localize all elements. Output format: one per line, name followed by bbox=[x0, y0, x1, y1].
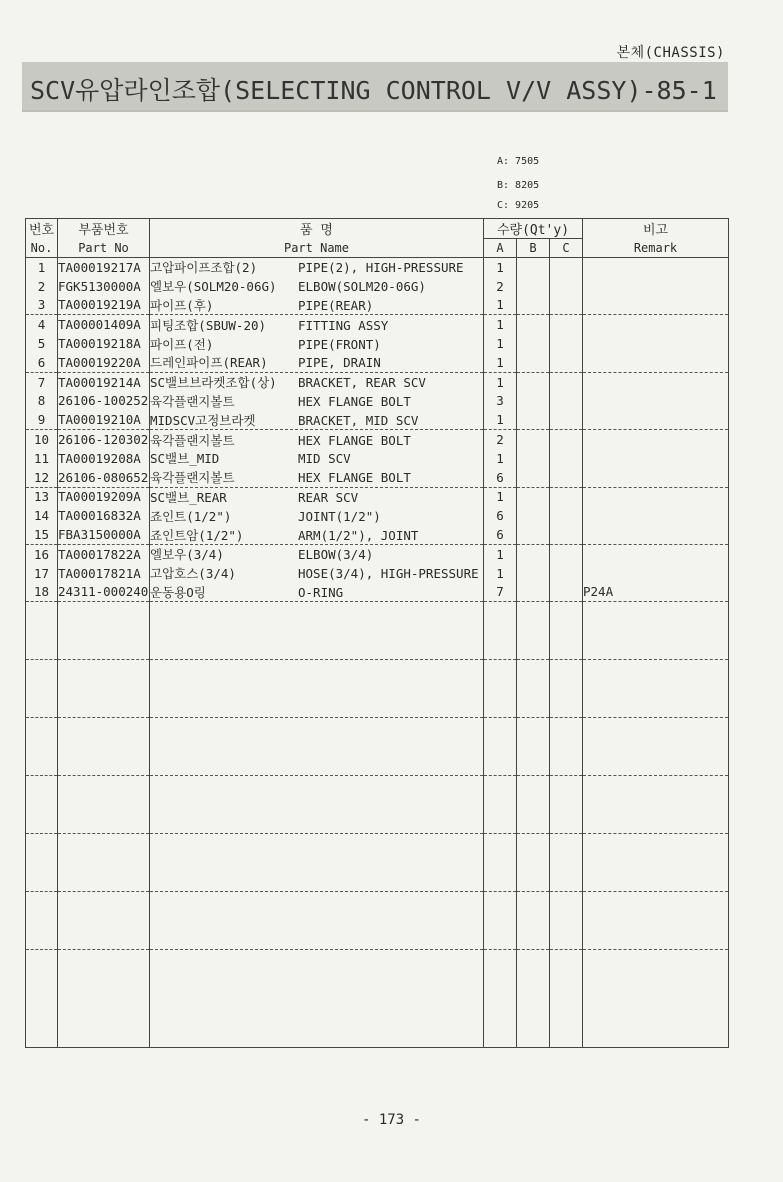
empty-cell bbox=[517, 718, 550, 776]
empty-cell bbox=[58, 776, 150, 834]
row-number: 2 bbox=[26, 277, 58, 296]
qty-b bbox=[517, 410, 550, 429]
empty-cell bbox=[550, 602, 583, 660]
empty-row bbox=[26, 892, 729, 950]
part-name bbox=[150, 334, 484, 353]
header-qty-kr: 수량(Qt'y) bbox=[484, 219, 583, 239]
empty-cell bbox=[550, 950, 583, 1048]
row-number: 3 bbox=[26, 296, 58, 315]
qty-b bbox=[517, 525, 550, 544]
qty-a: 2 bbox=[484, 430, 517, 449]
qty-b bbox=[517, 544, 550, 563]
part-name bbox=[150, 487, 484, 506]
qty-b bbox=[517, 487, 550, 506]
qty-b bbox=[517, 430, 550, 449]
part-name bbox=[150, 410, 484, 429]
qty-a: 3 bbox=[484, 392, 517, 411]
remark bbox=[583, 277, 729, 296]
part-name bbox=[150, 583, 484, 602]
part-number: TA00016832A bbox=[58, 506, 150, 525]
table-row bbox=[26, 353, 729, 372]
header-no-en: No. bbox=[26, 239, 58, 258]
header-name-en: Part Name bbox=[150, 239, 484, 258]
table-row bbox=[26, 525, 729, 544]
part-name-english: REAR SCV bbox=[298, 489, 359, 505]
remark bbox=[583, 468, 729, 487]
part-number: TA00019208A bbox=[58, 449, 150, 468]
part-number: TA00017821A bbox=[58, 564, 150, 583]
part-name-english: ELBOW(SOLM20-06G) bbox=[298, 279, 426, 295]
qty-a: 1 bbox=[484, 544, 517, 563]
qty-a: 7 bbox=[484, 583, 517, 602]
part-name-korean: 죠인트(1/2") bbox=[150, 508, 232, 524]
part-number: TA00017822A bbox=[58, 544, 150, 563]
qty-c bbox=[550, 487, 583, 506]
part-name-english: BRACKET, REAR SCV bbox=[298, 375, 426, 391]
qty-c bbox=[550, 544, 583, 563]
header-no-kr: 번호 bbox=[26, 219, 58, 239]
empty-row bbox=[26, 602, 729, 660]
qty-a: 1 bbox=[484, 315, 517, 334]
table-row bbox=[26, 296, 729, 315]
row-number: 4 bbox=[26, 315, 58, 334]
empty-cell bbox=[550, 892, 583, 950]
part-name-korean: 피팅조합(SBUW-20) bbox=[150, 317, 267, 333]
table-row bbox=[26, 410, 729, 429]
header-part-en: Part No bbox=[58, 239, 150, 258]
table-row bbox=[26, 583, 729, 602]
part-name-korean: 파이프(전) bbox=[150, 336, 214, 352]
empty-cell bbox=[58, 602, 150, 660]
empty-row bbox=[26, 950, 729, 1048]
qty-c bbox=[550, 258, 583, 277]
qty-b bbox=[517, 564, 550, 583]
row-number: 10 bbox=[26, 430, 58, 449]
qty-a: 1 bbox=[484, 487, 517, 506]
qty-c bbox=[550, 334, 583, 353]
empty-cell bbox=[583, 602, 729, 660]
qty-a: 1 bbox=[484, 564, 517, 583]
qty-b bbox=[517, 277, 550, 296]
part-name-english: PIPE(FRONT) bbox=[298, 336, 381, 352]
table-row bbox=[26, 487, 729, 506]
part-name-korean: 육각플랜지볼트 bbox=[150, 470, 235, 486]
part-name-english: HEX FLANGE BOLT bbox=[298, 432, 411, 448]
remark bbox=[583, 410, 729, 429]
row-number: 1 bbox=[26, 258, 58, 277]
empty-cell bbox=[484, 776, 517, 834]
part-number: 24311-000240 bbox=[58, 583, 150, 602]
part-name bbox=[150, 468, 484, 487]
part-name-english: PIPE, DRAIN bbox=[298, 355, 381, 371]
remark bbox=[583, 334, 729, 353]
qty-c bbox=[550, 372, 583, 391]
table-row bbox=[26, 392, 729, 411]
qty-a: 1 bbox=[484, 334, 517, 353]
qty-a: 1 bbox=[484, 353, 517, 372]
qty-c bbox=[550, 525, 583, 544]
row-number: 14 bbox=[26, 506, 58, 525]
row-number: 8 bbox=[26, 392, 58, 411]
qty-c bbox=[550, 583, 583, 602]
part-number: TA00019217A bbox=[58, 258, 150, 277]
qty-b bbox=[517, 296, 550, 315]
model-b-label: B: 8205 bbox=[497, 180, 540, 191]
qty-c bbox=[550, 277, 583, 296]
empty-cell bbox=[583, 834, 729, 892]
qty-b bbox=[517, 315, 550, 334]
empty-cell bbox=[26, 834, 58, 892]
part-name bbox=[150, 449, 484, 468]
remark bbox=[583, 544, 729, 563]
part-name bbox=[150, 525, 484, 544]
parts-table-body bbox=[26, 258, 729, 1048]
row-number: 17 bbox=[26, 564, 58, 583]
row-number: 5 bbox=[26, 334, 58, 353]
empty-cell bbox=[583, 776, 729, 834]
remark bbox=[583, 372, 729, 391]
header-qty-c: C bbox=[550, 239, 583, 258]
part-name bbox=[150, 430, 484, 449]
empty-cell bbox=[58, 892, 150, 950]
part-name-english: BRACKET, MID SCV bbox=[298, 412, 419, 428]
qty-b bbox=[517, 449, 550, 468]
empty-cell bbox=[150, 950, 484, 1048]
empty-cell bbox=[150, 660, 484, 718]
header-remark-en: Remark bbox=[583, 239, 729, 258]
part-name bbox=[150, 544, 484, 563]
qty-b bbox=[517, 583, 550, 602]
empty-cell bbox=[26, 950, 58, 1048]
part-name-korean: 육각플랜지볼트 bbox=[150, 432, 235, 448]
parts-table bbox=[25, 218, 729, 1048]
part-name-english: HEX FLANGE BOLT bbox=[298, 393, 411, 409]
part-name bbox=[150, 372, 484, 391]
part-name bbox=[150, 564, 484, 583]
qty-a: 6 bbox=[484, 468, 517, 487]
empty-cell bbox=[583, 660, 729, 718]
header-qty-a: A bbox=[484, 239, 517, 258]
empty-cell bbox=[550, 718, 583, 776]
empty-cell bbox=[58, 718, 150, 776]
empty-cell bbox=[583, 950, 729, 1048]
qty-b bbox=[517, 506, 550, 525]
model-a-label: A: 7505 bbox=[497, 156, 540, 167]
table-row bbox=[26, 544, 729, 563]
part-name-korean: SC밸브_MID bbox=[150, 451, 220, 467]
qty-b bbox=[517, 258, 550, 277]
row-number: 9 bbox=[26, 410, 58, 429]
part-name-english: O-RING bbox=[298, 584, 344, 600]
table-row bbox=[26, 372, 729, 391]
qty-b bbox=[517, 353, 550, 372]
table-row bbox=[26, 468, 729, 487]
empty-row bbox=[26, 660, 729, 718]
part-name-korean: SC밸브브라켓조합(상) bbox=[150, 375, 277, 391]
part-name bbox=[150, 315, 484, 334]
header-remark-kr: 비고 bbox=[583, 219, 729, 239]
row-number: 7 bbox=[26, 372, 58, 391]
empty-cell bbox=[484, 834, 517, 892]
remark bbox=[583, 315, 729, 334]
empty-row bbox=[26, 776, 729, 834]
qty-a: 2 bbox=[484, 277, 517, 296]
empty-cell bbox=[517, 950, 550, 1048]
part-name-korean: 엘보우(SOLM20-06G) bbox=[150, 279, 277, 295]
qty-c bbox=[550, 430, 583, 449]
part-number: TA00019214A bbox=[58, 372, 150, 391]
table-row bbox=[26, 564, 729, 583]
empty-cell bbox=[26, 776, 58, 834]
part-number: FBA3150000A bbox=[58, 525, 150, 544]
part-name-korean: 운동용O링 bbox=[150, 584, 206, 600]
empty-cell bbox=[484, 718, 517, 776]
remark bbox=[583, 296, 729, 315]
row-number: 15 bbox=[26, 525, 58, 544]
table-row bbox=[26, 506, 729, 525]
qty-b bbox=[517, 392, 550, 411]
remark: P24A bbox=[583, 583, 729, 602]
part-name-korean: 죠인트암(1/2") bbox=[150, 527, 244, 543]
row-number: 13 bbox=[26, 487, 58, 506]
part-name bbox=[150, 506, 484, 525]
empty-cell bbox=[150, 718, 484, 776]
part-name-english: JOINT(1/2") bbox=[298, 508, 381, 524]
qty-a: 1 bbox=[484, 258, 517, 277]
qty-b bbox=[517, 334, 550, 353]
part-number: TA00019209A bbox=[58, 487, 150, 506]
qty-a: 1 bbox=[484, 296, 517, 315]
empty-row bbox=[26, 718, 729, 776]
table-row bbox=[26, 277, 729, 296]
row-number: 18 bbox=[26, 583, 58, 602]
part-name-english: FITTING ASSY bbox=[298, 317, 389, 333]
empty-cell bbox=[583, 892, 729, 950]
qty-c bbox=[550, 296, 583, 315]
remark bbox=[583, 392, 729, 411]
qty-a: 6 bbox=[484, 506, 517, 525]
empty-cell bbox=[550, 834, 583, 892]
empty-cell bbox=[517, 776, 550, 834]
header-row-english bbox=[26, 239, 729, 258]
qty-c bbox=[550, 353, 583, 372]
table-row bbox=[26, 334, 729, 353]
remark bbox=[583, 506, 729, 525]
empty-cell bbox=[550, 660, 583, 718]
qty-b bbox=[517, 468, 550, 487]
empty-cell bbox=[58, 950, 150, 1048]
empty-cell bbox=[550, 776, 583, 834]
header-qty-b: B bbox=[517, 239, 550, 258]
part-number: 26106-120302 bbox=[58, 430, 150, 449]
qty-c bbox=[550, 392, 583, 411]
part-name-korean: 엘보우(3/4) bbox=[150, 547, 224, 563]
model-c-label: C: 9205 bbox=[497, 200, 540, 211]
part-name-english: ARM(1/2"), JOINT bbox=[298, 527, 419, 543]
empty-cell bbox=[517, 602, 550, 660]
row-number: 12 bbox=[26, 468, 58, 487]
empty-cell bbox=[58, 834, 150, 892]
row-number: 6 bbox=[26, 353, 58, 372]
section-label: 본체(CHASSIS) bbox=[616, 45, 725, 61]
part-number: 26106-100252 bbox=[58, 393, 149, 409]
empty-cell bbox=[484, 602, 517, 660]
table-row bbox=[26, 449, 729, 468]
remark bbox=[583, 525, 729, 544]
part-name-english: MID SCV bbox=[298, 451, 351, 467]
part-number: TA00019210A bbox=[58, 410, 150, 429]
empty-cell bbox=[583, 718, 729, 776]
page-number: - 173 - bbox=[361, 1112, 421, 1128]
empty-cell bbox=[26, 892, 58, 950]
qty-c bbox=[550, 449, 583, 468]
part-name-korean: MIDSCV고정브라켓 bbox=[150, 412, 256, 428]
title-bar bbox=[22, 62, 728, 112]
empty-cell bbox=[484, 892, 517, 950]
remark bbox=[583, 353, 729, 372]
empty-cell bbox=[484, 660, 517, 718]
part-name-english: PIPE(2), HIGH-PRESSURE bbox=[298, 260, 464, 276]
part-name-english: HEX FLANGE BOLT bbox=[298, 470, 411, 486]
row-number: 11 bbox=[26, 449, 58, 468]
part-name-english: PIPE(REAR) bbox=[298, 297, 374, 313]
table-row bbox=[26, 258, 729, 277]
empty-cell bbox=[26, 660, 58, 718]
remark bbox=[583, 430, 729, 449]
part-number: TA00019218A bbox=[58, 334, 150, 353]
part-name bbox=[150, 296, 484, 315]
part-number: TA00019220A bbox=[58, 353, 150, 372]
remark bbox=[583, 258, 729, 277]
part-name-korean: SC밸브_REAR bbox=[150, 489, 227, 505]
table-row bbox=[26, 315, 729, 334]
qty-c bbox=[550, 410, 583, 429]
empty-cell bbox=[150, 834, 484, 892]
empty-cell bbox=[58, 660, 150, 718]
qty-a: 6 bbox=[484, 525, 517, 544]
part-name-korean: 파이프(후) bbox=[150, 297, 214, 313]
empty-cell bbox=[150, 776, 484, 834]
empty-cell bbox=[517, 834, 550, 892]
part-name-korean: 드레인파이프(REAR) bbox=[150, 355, 268, 371]
table-row bbox=[26, 430, 729, 449]
header-name-kr: 품 명 bbox=[150, 219, 484, 239]
part-name bbox=[150, 277, 484, 296]
qty-a: 1 bbox=[484, 449, 517, 468]
remark bbox=[583, 449, 729, 468]
empty-row bbox=[26, 834, 729, 892]
part-name-korean: 고압파이프조합(2) bbox=[150, 260, 258, 276]
empty-cell bbox=[150, 892, 484, 950]
row-number: 16 bbox=[26, 544, 58, 563]
empty-cell bbox=[517, 892, 550, 950]
part-number: 26106-080652 bbox=[58, 468, 150, 487]
remark bbox=[583, 564, 729, 583]
empty-cell bbox=[26, 718, 58, 776]
part-name bbox=[150, 353, 484, 372]
part-name bbox=[150, 392, 484, 411]
part-name-english: HOSE(3/4), HIGH-PRESSURE bbox=[298, 566, 479, 582]
qty-c bbox=[550, 468, 583, 487]
qty-a: 1 bbox=[484, 372, 517, 391]
part-name-korean: 육각플랜지볼트 bbox=[150, 393, 235, 409]
qty-b bbox=[517, 372, 550, 391]
part-number: FGK5130000A bbox=[58, 277, 150, 296]
qty-c bbox=[550, 506, 583, 525]
empty-cell bbox=[517, 660, 550, 718]
remark bbox=[583, 487, 729, 506]
part-number: TA00001409A bbox=[58, 315, 150, 334]
part-name bbox=[150, 258, 484, 277]
part-name-korean: 고압호스(3/4) bbox=[150, 566, 236, 582]
qty-c bbox=[550, 315, 583, 334]
page-title: SCV유압라인조합(SELECTING CONTROL V/V ASSY)-85-1 bbox=[30, 76, 717, 105]
empty-cell bbox=[484, 950, 517, 1048]
part-name-english: ELBOW(3/4) bbox=[298, 547, 374, 563]
header-part-kr: 부품번호 bbox=[58, 219, 150, 239]
qty-c bbox=[550, 564, 583, 583]
header-row-korean bbox=[26, 219, 729, 239]
qty-a: 1 bbox=[484, 410, 517, 429]
empty-cell bbox=[150, 602, 484, 660]
part-number: TA00019219A bbox=[58, 296, 150, 315]
empty-cell bbox=[26, 602, 58, 660]
